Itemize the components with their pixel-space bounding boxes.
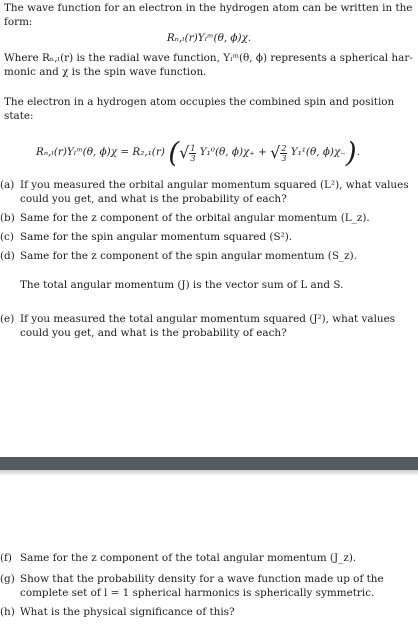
intro-desc-line-2: monic and χ is the spin wave function. xyxy=(4,66,207,78)
question-g-line-2: complete set of l = 1 spherical harmonics is spherically symmetric. xyxy=(20,587,375,599)
equation-close-paren: ) xyxy=(345,136,357,169)
question-b-line-1: Same for the z component of the orbital angular momentum (L_z). xyxy=(20,212,370,224)
equation-fraction-2: $\frac{2}{3}$ xyxy=(281,144,287,163)
equation-fraction-1: $\frac{1}{3}$ xyxy=(190,144,196,163)
intro-formula: Rₙ,ₗ(r)Yₗᵐ(θ, ϕ)χ. xyxy=(166,32,252,44)
question-h-line-1: What is the physical significance of this? xyxy=(20,606,235,618)
question-g-label: (g) xyxy=(0,573,15,585)
intro-desc-line-1: Where Rₙ,ₗ(r) is the radial wave function, Yₗᵐ(θ, ϕ) represents a spherical har- xyxy=(4,52,413,64)
question-a-line-1: If you measured the orbital angular momentum squared (L²), what values xyxy=(20,179,409,191)
state-line-2: state: xyxy=(4,110,34,122)
question-e-label: (e) xyxy=(0,313,15,325)
equation-end: . xyxy=(356,146,360,158)
total-angular-momentum-note: The total angular momentum (J) is the vector sum of L and S. xyxy=(20,279,344,291)
question-g-line-1: Show that the probability density for a wave function made up of the xyxy=(20,573,384,585)
question-b-label: (b) xyxy=(0,212,15,224)
equation-lhs: Rₙ,ₗ(r)Yₗᵐ(θ, ϕ)χ = R₂,₁(r) xyxy=(36,146,165,158)
question-h-label: (h) xyxy=(0,606,15,618)
question-d-line-1: Same for the z component of the spin angular momentum (S_z). xyxy=(20,250,358,262)
equation-term-1: Y₁⁰(θ, ϕ)χ₊ + xyxy=(199,146,267,158)
question-d-label: (d) xyxy=(0,250,15,262)
intro-line-1: The wave function for an electron in the hydrogen atom can be written in the xyxy=(4,2,413,14)
question-f-line-1: Same for the z component of the total angular momentum (J_z). xyxy=(20,552,357,564)
intro-line-2: form: xyxy=(4,16,33,28)
divider-band xyxy=(0,457,418,470)
question-c-line-1: Same for the spin angular momentum squared (S²). xyxy=(20,231,293,243)
equation-term-2: Y₁¹(θ, ϕ)χ₋ xyxy=(290,146,346,158)
state-equation xyxy=(36,136,360,169)
question-e-line-1: If you measured the total angular momentum squared (J²), what values xyxy=(20,313,396,325)
divider-shadow xyxy=(0,470,418,476)
question-a-label: (a) xyxy=(0,179,15,191)
question-f-label: (f) xyxy=(0,552,12,564)
question-c-label: (c) xyxy=(0,231,14,243)
equation-open-paren: ( xyxy=(168,136,180,169)
state-line-1: The electron in a hydrogen atom occupies the combined spin and position xyxy=(4,96,395,108)
sqrt-icon: √ xyxy=(179,143,190,162)
question-a-line-2: could you get, and what is the probability of each? xyxy=(20,193,287,205)
question-e-line-2: could you get, and what is the probability of each? xyxy=(20,327,287,339)
sqrt-icon: √ xyxy=(270,143,281,162)
